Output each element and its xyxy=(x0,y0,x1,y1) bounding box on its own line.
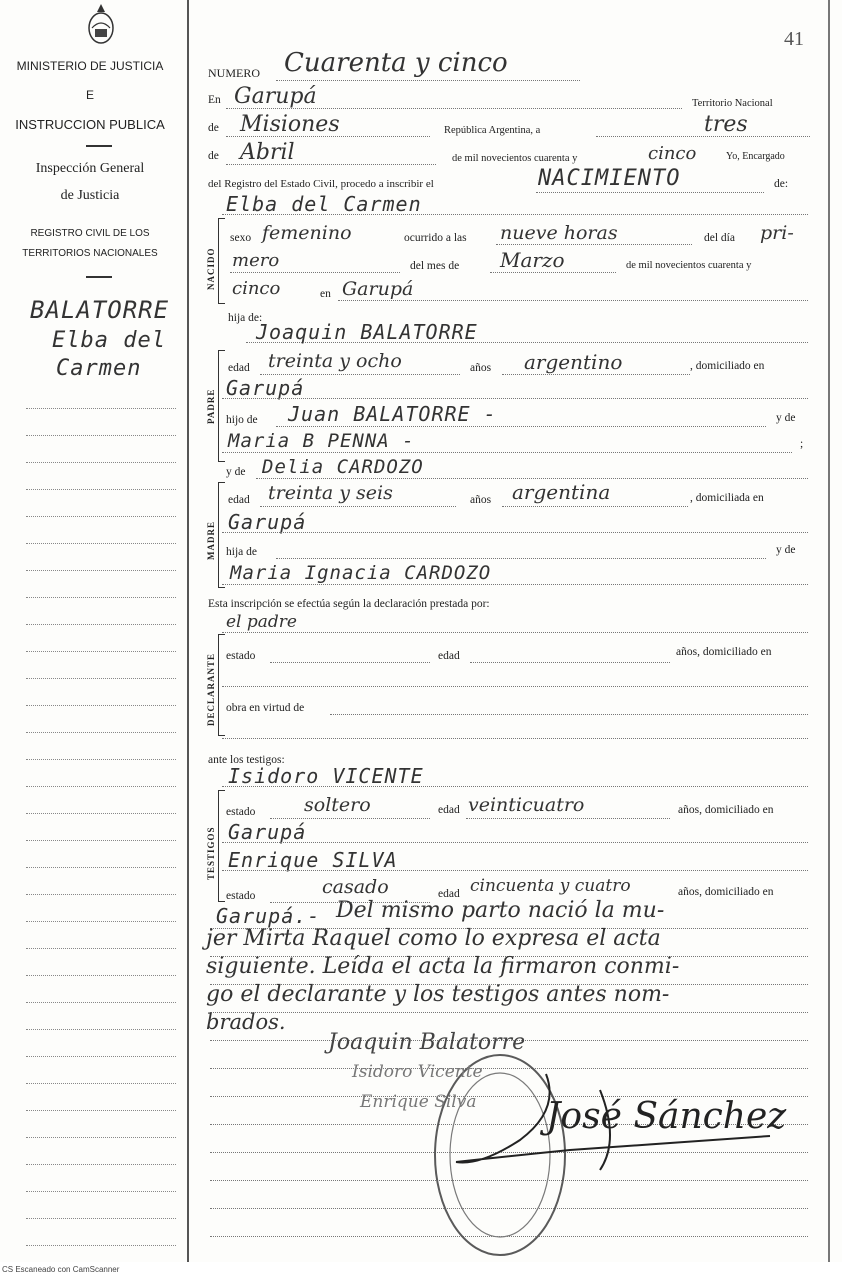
dia-value-b: mero xyxy=(232,250,280,271)
signature-official: José Sánchez xyxy=(546,1096,787,1137)
left-ruled-line xyxy=(26,840,176,841)
sexo-label: sexo xyxy=(230,232,252,244)
padre-y-de-label: y de xyxy=(776,412,796,424)
ministry-line2: E xyxy=(85,88,94,102)
left-ruled-line xyxy=(26,462,176,463)
madre-madre: Maria Ignacia CARDOZO xyxy=(230,562,492,584)
left-ruled-line xyxy=(26,516,176,517)
testigo1-edad: veinticuatro xyxy=(468,794,585,816)
left-ruled-line xyxy=(26,759,176,760)
numero-value: Cuarenta y cinco xyxy=(284,48,508,78)
nacido-section-label: NACIDO xyxy=(206,247,216,290)
left-ruled-line xyxy=(26,1083,176,1084)
testigo2-estado-label: estado xyxy=(226,890,256,902)
madre-domicilio: Garupá xyxy=(228,510,307,534)
madre-edad-value: treinta y seis xyxy=(268,482,393,504)
padre-nombre: Joaquin BALATORRE xyxy=(256,320,478,344)
lugar-value: Garupá xyxy=(342,278,414,300)
signature-flourish xyxy=(450,1070,780,1180)
subject-name-line2: Elba del xyxy=(52,328,166,353)
madre-edad-label: edad xyxy=(228,494,250,506)
inspection-line1: Inspección General xyxy=(35,161,145,176)
declarante-estado-label: estado xyxy=(226,650,256,662)
left-ruled-line xyxy=(26,732,176,733)
de2-label: de xyxy=(208,150,219,162)
padre-hijo-de-label: hijo de xyxy=(226,414,258,426)
declarante-intro: Esta inscripción se efectúa según la declaración prestada por: xyxy=(208,598,490,610)
left-ruled-line xyxy=(26,1191,176,1192)
testigo1-edad-label: edad xyxy=(438,804,460,816)
padre-domiciliado-label: , domiciliado en xyxy=(690,360,765,372)
declarante-anos-label: años, domiciliado en xyxy=(676,646,772,658)
padre-padre: Juan BALATORRE - xyxy=(288,402,497,426)
nacido-nombre: Elba del Carmen xyxy=(226,192,422,216)
madre-hija-de-label: hija de xyxy=(226,546,257,558)
en-label: En xyxy=(208,94,221,106)
del-dia-label: del día xyxy=(704,232,735,244)
signature-2: Isidoro Vicente xyxy=(352,1062,483,1082)
testigo2-domicilio: Garupá.- xyxy=(216,904,321,928)
de3-label: de: xyxy=(774,178,789,190)
del-mes-label: del mes de xyxy=(410,260,460,272)
scanner-label: CS Escaneado con CamScanner xyxy=(2,1265,120,1274)
testigo1-estado: soltero xyxy=(304,794,371,816)
de-value: Misiones xyxy=(240,112,340,137)
testigo2-anos-label: años, domiciliado en xyxy=(678,886,774,898)
ministry-line1: MINISTERIO DE JUSTICIA xyxy=(16,59,164,73)
left-ruled-line xyxy=(26,1056,176,1057)
testigo1-estado-label: estado xyxy=(226,806,256,818)
left-ruled-line xyxy=(26,813,176,814)
left-ruled-line xyxy=(26,705,176,706)
acto-value: NACIMIENTO xyxy=(538,166,681,191)
en-label-nacido: en xyxy=(320,288,331,300)
inspection-line2: de Justicia xyxy=(60,188,120,203)
coat-of-arms-seal xyxy=(86,2,116,51)
right-page-edge xyxy=(828,0,830,1280)
nota-line5: brados. xyxy=(206,1010,286,1034)
page-number: 41 xyxy=(784,28,804,50)
nota-line2: jer Mirta Raquel como lo expresa el acta xyxy=(206,926,661,951)
left-ruled-line xyxy=(26,624,176,625)
scanner-footer xyxy=(0,1262,842,1280)
nota-line1: Del mismo parto nació la mu- xyxy=(336,898,665,923)
territorio-label: Territorio Nacional xyxy=(692,98,773,109)
year-label: de mil novecientos cuarenta y xyxy=(452,153,578,164)
left-ruled-line xyxy=(26,597,176,598)
year-value-nacido: cinco xyxy=(232,278,281,299)
padre-edad-value: treinta y ocho xyxy=(268,350,402,372)
left-ruled-line xyxy=(26,1029,176,1030)
left-ruled-line xyxy=(26,1164,176,1165)
mes-value: Abril xyxy=(240,140,295,165)
subject-name-line3: Carmen xyxy=(56,356,142,381)
left-ruled-line xyxy=(26,1137,176,1138)
left-ruled-line xyxy=(26,867,176,868)
republica-label: República Argentina, a xyxy=(444,125,541,136)
testigo1-anos-label: años, domiciliado en xyxy=(678,804,774,816)
declarante-value: el padre xyxy=(226,612,297,632)
declarante-section-label: DECLARANTE xyxy=(206,652,216,726)
left-ruled-line xyxy=(26,1245,176,1246)
declarante-virtud-label: obra en virtud de xyxy=(226,702,305,714)
padre-section-label: PADRE xyxy=(206,388,216,424)
registro-text: del Registro del Estado Civil, procedo a inscribir el xyxy=(208,178,434,190)
left-ruled-line xyxy=(26,894,176,895)
dia-value-a: pri- xyxy=(760,222,794,244)
testigos-section-label: TESTIGOS xyxy=(206,826,216,880)
hora-value: nueve horas xyxy=(500,222,618,244)
left-ruled-line xyxy=(26,651,176,652)
declarante-edad-label: edad xyxy=(438,650,460,662)
testigos-intro: ante los testigos: xyxy=(208,754,285,766)
nota-line3: siguiente. Leída el acta la firmaron conmi- xyxy=(206,954,680,979)
registry-line2: TERRITORIOS NACIONALES xyxy=(22,248,158,259)
madre-domiciliada-label: , domiciliada en xyxy=(690,492,764,504)
left-column-border xyxy=(187,0,189,1280)
subject-surname: BALATORRE xyxy=(30,296,170,324)
padre-nacionalidad: argentino xyxy=(524,350,623,374)
sexo-value: femenino xyxy=(262,222,352,244)
en-value: Garupá xyxy=(234,84,317,109)
madre-anos-label: años xyxy=(470,494,492,506)
testigo1-nombre: Isidoro VICENTE xyxy=(228,764,424,788)
encargado-label: Yo, Encargado xyxy=(726,151,785,162)
madre-section-label: MADRE xyxy=(206,521,216,560)
left-ruled-line xyxy=(26,435,176,436)
padre-edad-label: edad xyxy=(228,362,250,374)
ocurrido-label: ocurrido a las xyxy=(404,232,467,244)
madre-y-de2-label: y de xyxy=(776,544,796,556)
left-ruled-line xyxy=(26,1002,176,1003)
padre-anos-label: años xyxy=(470,362,492,374)
left-ruled-line xyxy=(26,570,176,571)
testigo1-domicilio: Garupá xyxy=(228,820,307,844)
hija-label: hija de: xyxy=(228,312,263,324)
left-ruled-line xyxy=(26,543,176,544)
testigo2-estado: casado xyxy=(322,876,389,898)
signature-1: Joaquin Balatorre xyxy=(328,1030,526,1055)
left-ruled-line xyxy=(26,786,176,787)
left-ruled-line xyxy=(26,678,176,679)
year-value: cinco xyxy=(648,143,697,164)
year-label-nacido: de mil novecientos cuarenta y xyxy=(626,260,752,271)
madre-y-de-label: y de xyxy=(226,466,246,478)
testigo2-edad: cincuenta y cuatro xyxy=(470,876,631,896)
ministry-line3: INSTRUCCION PUBLICA xyxy=(15,117,165,132)
left-ruled-line xyxy=(26,1218,176,1219)
de-label: de xyxy=(208,122,219,134)
registry-line1: REGISTRO CIVIL DE LOS xyxy=(30,228,150,239)
numero-label: NUMERO xyxy=(208,66,261,80)
mes-value-nacido: Marzo xyxy=(500,248,565,272)
left-ruled-line xyxy=(26,921,176,922)
madre-nombre: Delia CARDOZO xyxy=(262,456,424,478)
testigo2-nombre: Enrique SILVA xyxy=(228,848,398,872)
left-divider xyxy=(86,145,112,147)
padre-semicolon: ; xyxy=(800,438,804,450)
signature-3: Enrique Silva xyxy=(360,1092,477,1112)
left-ruled-line xyxy=(26,408,176,409)
left-ruled-line xyxy=(26,1110,176,1111)
nota-line4: go el declarante y los testigos antes nom- xyxy=(206,982,670,1007)
testigo2-edad-label: edad xyxy=(438,888,460,900)
madre-nacionalidad: argentina xyxy=(512,480,611,504)
dia-value: tres xyxy=(704,112,748,137)
padre-madre: Maria B PENNA - xyxy=(228,430,415,452)
left-ruled-line xyxy=(26,948,176,949)
padre-domicilio: Garupá xyxy=(226,376,305,400)
left-divider-2 xyxy=(86,276,112,278)
left-ruled-line xyxy=(26,489,176,490)
left-ruled-line xyxy=(26,975,176,976)
